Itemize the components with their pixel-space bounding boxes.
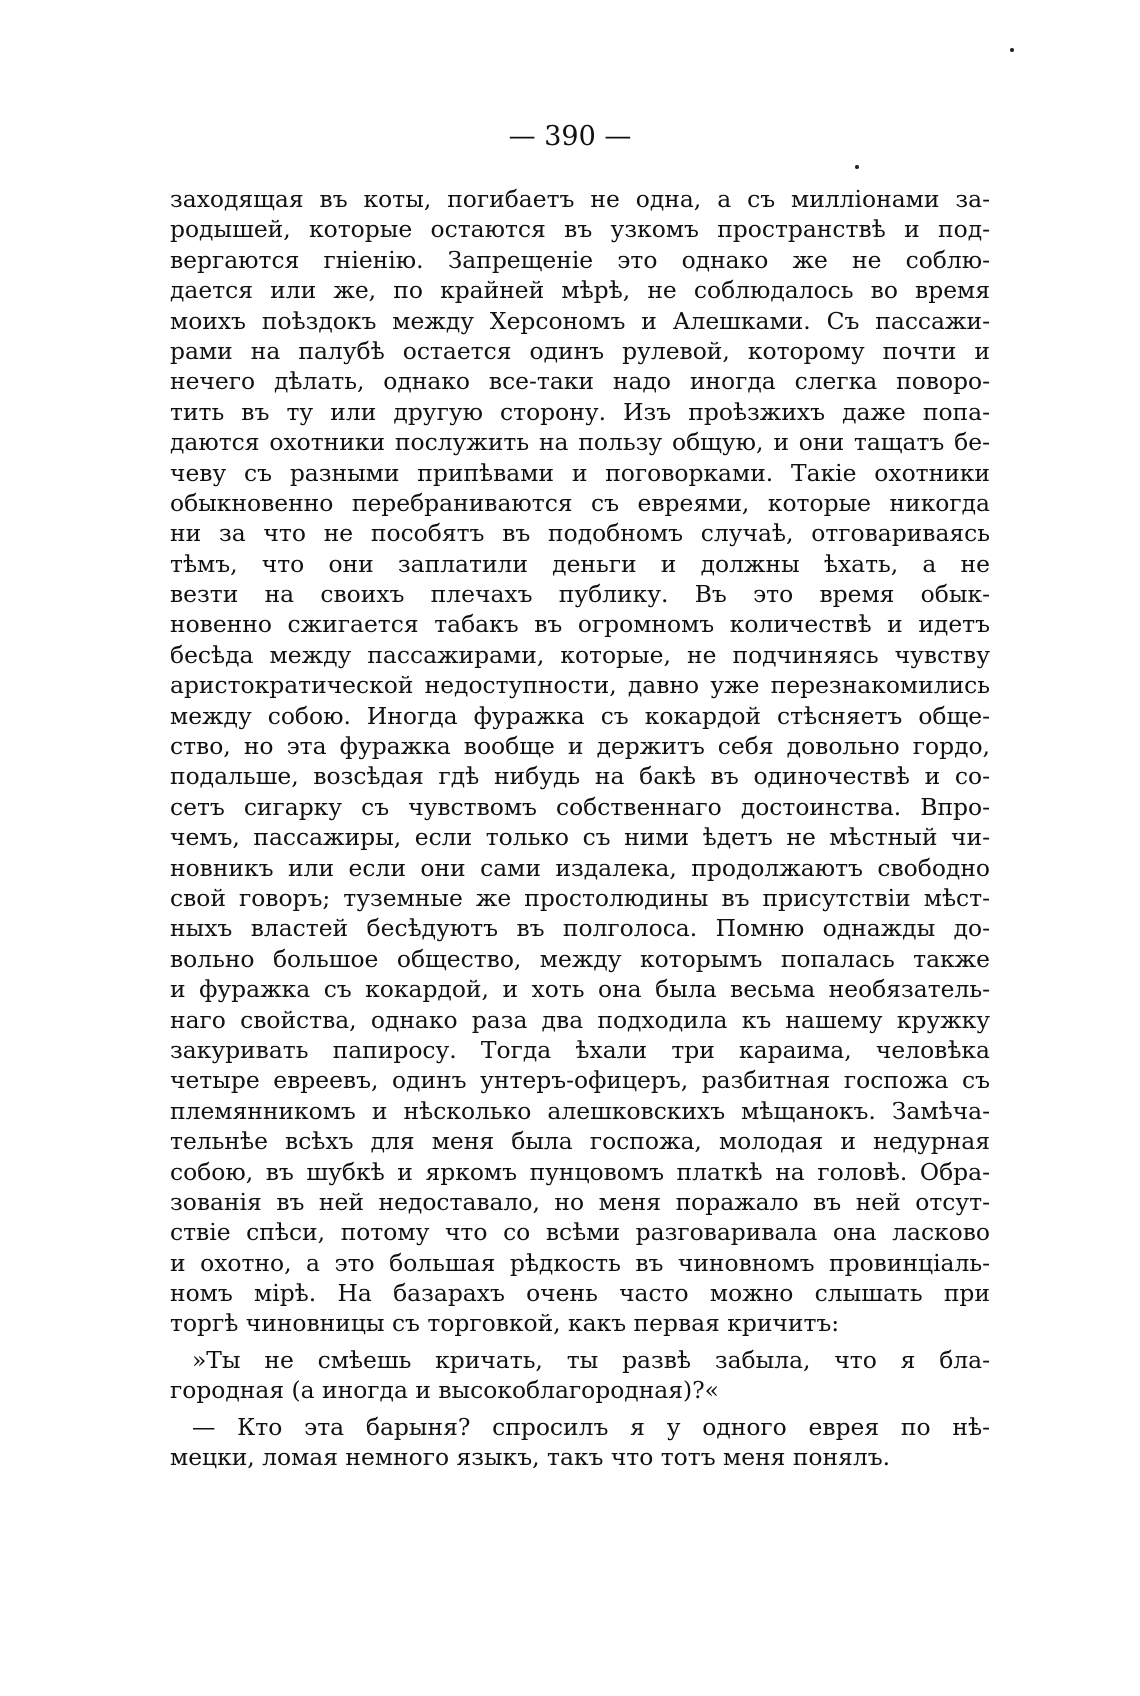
text-line: зованія въ ней недоставало, но меня поражало въ ней отсут- <box>170 1187 990 1216</box>
text-line: между собою. Иногда фуражка съ кокардой стѣсняетъ обще- <box>170 701 990 730</box>
text-line: рами на палубѣ остается одинъ рулевой, которому почти и <box>170 336 990 365</box>
text-line: вольно большое общество, между которымъ попалась также <box>170 944 990 973</box>
text-line: заходящая въ коты, погибаетъ не одна, а съ милліонами за- <box>170 185 990 213</box>
text-line: везти на своихъ плечахъ публику. Въ это время обык- <box>170 580 990 609</box>
paragraph <box>170 1345 990 1406</box>
text-line: — Кто эта барыня? спросилъ я у одного еврея по нѣ- <box>192 1412 990 1441</box>
text-line: ни за что не пособятъ въ подобномъ случаѣ, отговариваясь <box>170 519 990 548</box>
text-line: чемъ, пассажиры, если только съ ними ѣдетъ не мѣстный чи- <box>170 823 990 852</box>
text-line: дается или же, по крайней мѣрѣ, не соблюдалось во время <box>170 276 990 305</box>
body-text <box>170 184 990 1472</box>
paragraph <box>170 184 990 1339</box>
text-line: ныхъ властей бесѣдуютъ въ полголоса. Помню однажды до- <box>170 914 990 943</box>
text-line: »Ты не смѣешь кричать, ты развѣ забыла, что я бла- <box>192 1345 990 1374</box>
text-line: мецки, ломая немного языкъ, такъ что тотъ меня понялъ. <box>170 1443 891 1472</box>
scan-speck <box>855 165 859 169</box>
text-line: новникъ или если они сами издалека, продолжаютъ свободно <box>170 853 990 882</box>
text-line: новенно сжигается табакъ въ огромномъ количествѣ и идетъ <box>170 610 990 639</box>
text-line: племянникомъ и нѣсколько алешковскихъ мѣщанокъ. Замѣча- <box>170 1096 990 1125</box>
text-line: торгѣ чиновницы съ торговкой, какъ первая кричитъ: <box>170 1309 840 1338</box>
text-line: родышей, которые остаются въ узкомъ пространствѣ и под- <box>170 215 990 244</box>
text-line: моихъ поѣздокъ между Херсономъ и Алешками. Съ пассажи- <box>170 306 990 335</box>
text-line: подальше, возсѣдая гдѣ нибудь на бакѣ въ одиночествѣ и со- <box>170 762 990 791</box>
text-line: закуривать папиросу. Тогда ѣхали три караима, человѣка <box>170 1035 990 1064</box>
scan-speck <box>1010 48 1014 52</box>
text-line: наго свойства, однако раза два подходила къ нашему кружку <box>170 1005 990 1034</box>
text-line: тить въ ту или другую сторону. Изъ проѣзжихъ даже попа- <box>170 397 990 426</box>
text-line: сетъ сигарку съ чувствомъ собственнаго достоинства. Впро- <box>170 792 990 821</box>
text-line: городная (а иногда и высокоблагородная)?« <box>170 1376 719 1405</box>
text-line: и охотно, а это большая рѣдкость въ чиновномъ провинціаль- <box>170 1248 990 1277</box>
text-line: тѣмъ, что они заплатили деньги и должны ѣхать, а не <box>170 549 990 578</box>
text-line: ство, но эта фуражка вообще и держитъ себя довольно гордо, <box>170 732 990 761</box>
text-line: собою, въ шубкѣ и яркомъ пунцовомъ платкѣ на головѣ. Обра- <box>170 1157 990 1186</box>
text-line: чеву съ разными припѣвами и поговорками. Такіе охотники <box>170 458 990 487</box>
text-line: тельнѣе всѣхъ для меня была госпожа, молодая и недурная <box>170 1127 990 1156</box>
text-line: нечего дѣлать, однако все-таки надо иногда слегка поворо- <box>170 367 990 396</box>
text-line: ствіе спѣси, потому что со всѣми разговаривала она ласково <box>170 1218 990 1247</box>
page-number: — 390 — <box>508 121 632 152</box>
text-line: вергаются гніенію. Запрещеніе это однако же не соблю- <box>170 245 990 274</box>
text-line: и фуражка съ кокардой, и хоть она была весьма необязатель- <box>170 975 990 1004</box>
text-line: бесѣда между пассажирами, которые, не подчиняясь чувству <box>170 640 990 669</box>
text-line: свой говоръ; туземные же простолюдины въ присутствіи мѣст- <box>170 883 990 912</box>
text-line: обыкновенно перебраниваются съ евреями, которые никогда <box>170 488 990 517</box>
text-line: аристократической недоступности, давно уже перезнакомились <box>170 671 990 700</box>
text-line: четыре евреевъ, одинъ унтеръ-офицеръ, разбитная госпожа съ <box>170 1066 990 1095</box>
text-line: номъ мірѣ. На базарахъ очень часто можно слышать при <box>170 1279 990 1308</box>
text-line: даются охотники послужить на пользу общую, и они тащатъ бе- <box>170 428 990 457</box>
paragraph <box>170 1412 990 1473</box>
